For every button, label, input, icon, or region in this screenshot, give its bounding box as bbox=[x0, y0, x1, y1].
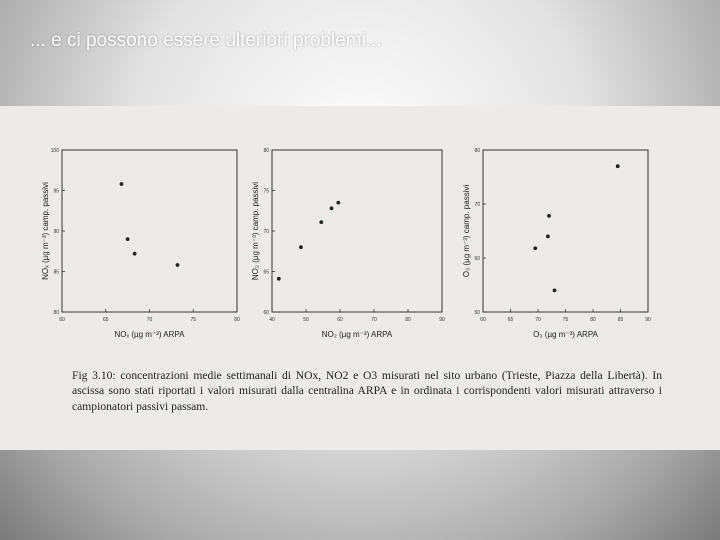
data-point bbox=[133, 252, 137, 256]
y-tick-label: 70 bbox=[263, 229, 269, 235]
x-tick-label: 85 bbox=[617, 317, 624, 323]
y-tick-label: 100 bbox=[50, 148, 59, 154]
x-tick-label: 80 bbox=[234, 317, 240, 323]
x-tick-label: 80 bbox=[405, 317, 411, 323]
y-axis-label: O₃ (µg m⁻³) camp. passivi bbox=[462, 184, 471, 278]
data-point bbox=[533, 246, 537, 250]
y-tick-label: 60 bbox=[263, 310, 269, 316]
y-tick-label: 60 bbox=[474, 256, 480, 262]
x-tick-label: 90 bbox=[439, 317, 445, 323]
x-axis-label: O₃ (µg m⁻³) ARPA bbox=[533, 330, 598, 339]
x-tick-label: 70 bbox=[146, 317, 153, 323]
data-point bbox=[126, 237, 130, 241]
x-tick-label: 60 bbox=[480, 317, 486, 323]
x-tick-label: 60 bbox=[59, 317, 65, 323]
x-tick-label: 90 bbox=[645, 317, 651, 323]
y-tick-label: 95 bbox=[53, 188, 59, 195]
data-point bbox=[616, 164, 620, 168]
y-tick-label: 90 bbox=[53, 229, 59, 235]
data-point bbox=[277, 277, 281, 281]
x-tick-label: 75 bbox=[190, 317, 197, 323]
slide-title: ... e ci possono essere ulteriori problemi... bbox=[30, 30, 382, 51]
x-tick-label: 65 bbox=[102, 317, 109, 323]
y-tick-label: 50 bbox=[474, 310, 480, 316]
data-point bbox=[299, 245, 303, 249]
data-point bbox=[319, 220, 323, 224]
x-axis-label: NO₂ (µg m⁻³) ARPA bbox=[321, 330, 393, 339]
data-point bbox=[176, 263, 180, 267]
x-tick-label: 75 bbox=[562, 317, 569, 323]
x-axis-label: NOₓ (µg m⁻³) ARPA bbox=[114, 330, 185, 339]
x-tick-label: 80 bbox=[590, 317, 596, 323]
x-tick-label: 65 bbox=[507, 317, 514, 323]
y-tick-label: 70 bbox=[474, 202, 480, 208]
y-tick-label: 80 bbox=[263, 148, 269, 154]
data-point bbox=[547, 214, 551, 218]
data-point bbox=[120, 182, 124, 186]
plot-frame-3 bbox=[483, 150, 648, 312]
x-tick-label: 70 bbox=[535, 317, 541, 323]
x-tick-label: 50 bbox=[303, 317, 309, 323]
y-axis-label: NO₂ (µg m⁻³) camp. passivi bbox=[251, 181, 260, 281]
data-point bbox=[553, 289, 557, 293]
y-tick-label: 80 bbox=[474, 148, 480, 154]
x-tick-label: 60 bbox=[337, 317, 343, 323]
data-point bbox=[336, 201, 340, 205]
data-point bbox=[330, 206, 334, 210]
y-tick-label: 75 bbox=[263, 188, 269, 195]
plot-frame-2 bbox=[272, 150, 442, 312]
y-axis-label: NOₓ (µg m⁻³) camp. passivi bbox=[41, 182, 50, 280]
x-tick-label: 70 bbox=[371, 317, 377, 323]
y-tick-label: 65 bbox=[263, 269, 269, 276]
scanned-figure bbox=[0, 106, 720, 450]
plot-frame-1 bbox=[62, 150, 237, 312]
y-tick-label: 85 bbox=[53, 269, 59, 276]
y-tick-label: 80 bbox=[53, 310, 59, 316]
x-tick-label: 40 bbox=[269, 317, 275, 323]
figure-caption: Fig 3.10: concentrazioni medie settimanali di NOx, NO2 e O3 misurati nel sito urbano (Trieste, Piazza della Libertà). In ascissa sono stati riportati i valori misurati dalla centralina ARPA e in ordinata i corrispondenti valori misurati attraverso i campionatori passivi passam. bbox=[72, 369, 662, 413]
data-point bbox=[546, 235, 550, 239]
